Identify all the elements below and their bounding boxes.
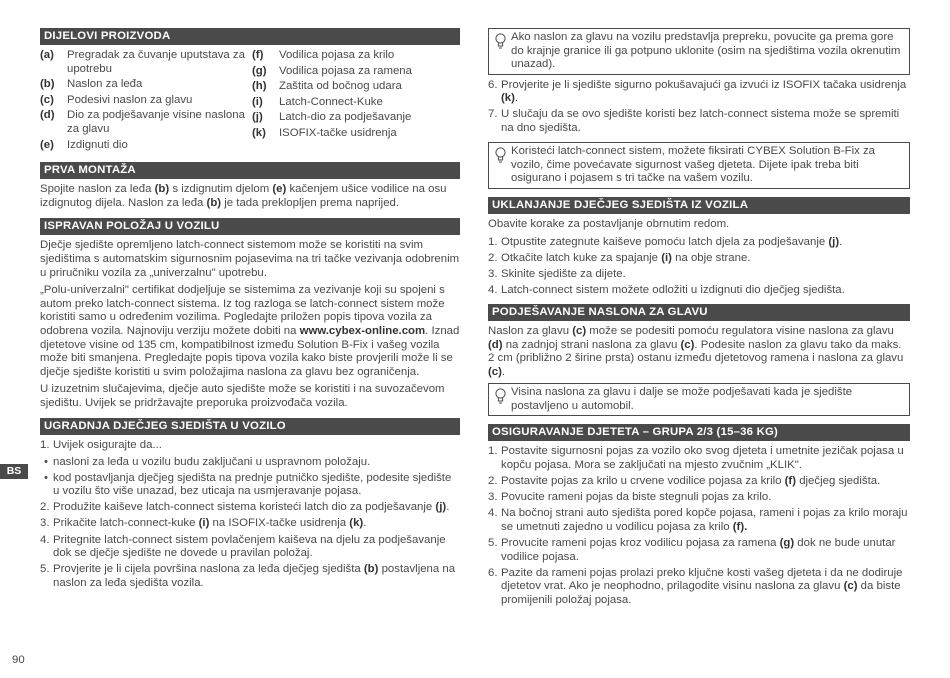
part-label: Dio za podješavanje visine naslona za glavu [67, 109, 245, 135]
list-item: 3. Skinite sjedište za dijete. [488, 267, 626, 280]
part-label: ISOFIX-tačke usidrenja [279, 126, 397, 139]
note-box-headrest-obstacle [488, 28, 910, 75]
parts-list-col-2 [252, 49, 460, 154]
part-key: (f) [252, 49, 264, 61]
part-key: (a) [40, 49, 54, 61]
language-tab: BS [0, 464, 28, 479]
list-item: 7. U slučaju da se ovo sjedište koristi bez latch-connect sistema može se spremiti na dno sjedišta. [488, 108, 900, 135]
list-item: 1. Postavite sigurnosni pojas za vozilo oko svog djeteta i umetnite jezičak pojasa u kopču pojasa. Mora se zaključati na mjesto zvučnim „KLIK". [488, 445, 904, 472]
part-key: (h) [252, 80, 267, 93]
parts-list [40, 49, 460, 154]
right-column [488, 28, 910, 610]
lightbulb-icon [495, 147, 506, 163]
part-item-e [40, 139, 252, 153]
part-key: (g) [252, 64, 267, 77]
part-key: (b) [40, 78, 55, 91]
section-heading-correct-position: ISPRAVAN POLOŽAJ U VOZILU [40, 218, 460, 235]
list-item: 6. Provjerite je li sjedište sigurno pokušavajući ga izvući iz ISOFIX tačaka usidrenja (k). [488, 78, 907, 105]
list-item: 2. Produžite kaiševe latch-connect sistema koristeći latch dio za podješavanje (j). [40, 501, 450, 514]
part-item-j [252, 111, 460, 125]
lightbulb-icon [495, 33, 506, 49]
headrest-text: Naslon za glavu (c) može se podesiti pomoću regulatora visine naslona za glavu (d) na zadnjoj strani naslona za glavu (c). Podesite naslon za glavu tako da maks. 2 cm (približno 2 širine prsta) ostanu između djetetovog ramena i naslona za glavu (c). [488, 324, 904, 378]
list-item: 5. Provucite rameni pojas kroz vodilicu pojasa za ramena (g) dok ne bude unutar vodilice pojasa. [488, 537, 896, 563]
installation-steps-continued [488, 79, 910, 136]
part-label: Vodilica pojasa za krilo [279, 49, 395, 61]
website-link: www.cybex-online.com [299, 324, 426, 337]
left-column [40, 28, 460, 593]
part-item-h [252, 80, 460, 94]
securing-steps [488, 445, 910, 607]
list-item: 4. Na bočnoj strani auto sjedišta pored kopče pojasa, rameni i pojas za krilo moraju se umetnuti zajedno u vodilicu pojasa za krilo (f). [488, 507, 908, 533]
part-item-g [252, 65, 460, 79]
list-item: 2. Postavite pojas za krilo u crvene vodilice pojasa za krilo (f) dječjeg sjedišta. [488, 475, 881, 488]
page-number: 90 [12, 654, 25, 666]
part-label: Latch-Connect-Kuke [279, 95, 383, 108]
note-box-latch-connect [488, 142, 910, 189]
part-label: Zaštita od bočnog udara [279, 80, 402, 93]
note-text: Visina naslona za glavu i dalje se može podješavati kada je sjedište postavljeno u automobil. [511, 386, 853, 412]
part-label: Latch-dio za podješavanje [279, 111, 412, 124]
list-item: • kod postavljanja dječjeg sjedišta na prednje putničko sjedište, podesite sjedište u vozilu što više unazad, bez uticaja na usmjeravanje pojasa. [44, 471, 452, 498]
installation-steps [40, 439, 460, 590]
part-item-k [252, 127, 460, 141]
list-item: 2. Otkačite latch kuke za spajanje (i) na obje strane. [488, 251, 751, 264]
section-heading-headrest: PODJEŠAVANJE NASLONA ZA GLAVU [488, 304, 910, 321]
part-key: (j) [252, 111, 263, 124]
note-box-headrest-height [488, 383, 910, 416]
part-label: Pregradak za čuvanje uputstava za upotrebu [67, 49, 245, 75]
part-item-a [40, 49, 252, 76]
section-heading-first-assembly: PRVA MONTAŽA [40, 162, 460, 179]
lightbulb-icon [495, 388, 506, 404]
correct-position-paragraph-3: U izuzetnim slučajevima, dječje auto sjedište može se koristiti i na suvozačevom sjedištu. Uvijek se pridržavajte preporuka proizvođača vozila. [40, 383, 445, 409]
list-item: 1. Uvijek osigurajte da... [40, 439, 162, 452]
list-item: 4. Pritegnite latch-connect sistem povlačenjem kaiševa na djelu za podješavanje dok se dječje sjedište ne dovede u pravilan položaj. [40, 533, 446, 560]
part-key: (k) [252, 126, 266, 139]
part-item-b [40, 78, 252, 92]
part-label: Izdignuti dio [67, 138, 128, 151]
correct-position-paragraph-2: „Polu-univerzalni" certifikat dodjeljuje se sistemima za vezivanje koji su spojeni s autom preko latch-connect sistema. Iz tog razloga se latch-connect sistem može koristiti samo u određenim vozilima. Pogledajte priložen popis tipova vozila za odobrena vozila. Najnoviju verziju možete dobiti na www.cybex-online.com. Iznad djetetove visine od 135 cm, kompatibilnost između Solution B-Fix i vašeg vozila može biti smanjena. Pregledajte popis tipova vozila kako biste provjerili može li se dječje sjedište koristiti u svim položajima naslona za glavu bez ograničenja. [40, 284, 460, 378]
part-key: (e) [40, 138, 54, 151]
list-item: 6. Pazite da rameni pojas prolazi preko ključne kosti vašeg djeteta i da ne dodiruje djetetov vrat. Ako je neophodno, prilagodite visinu naslona za glavu (c) da biste promijenili položaj pojasa. [488, 566, 903, 606]
part-item-d [40, 109, 252, 136]
removal-steps [488, 236, 910, 298]
list-item: 4. Latch-connect sistem možete odložiti u izdignuti dio dječjeg sjedišta. [488, 283, 845, 296]
first-assembly-text: Spojite naslon za leđa (b) s izdignutim djelom (e) kačenjem ušice vodilice na osu izdignutog dijela. Naslon za leđa (b) je tada preklopljen prema naprijed. [40, 183, 447, 209]
list-item: • nasloni za leđa u vozilu budu zaključani u uspravnom položaju. [44, 455, 371, 468]
part-key: (d) [40, 109, 55, 122]
part-label: Naslon za leđa [67, 78, 143, 91]
list-item: 5. Provjerite je li cijela površina naslona za leđa dječjeg sjedišta (b) postavljena na naslon za leđa sjedišta vozila. [40, 563, 456, 589]
part-key: (i) [252, 95, 263, 108]
part-label: Vodilica pojasa za ramena [279, 64, 412, 77]
section-heading-parts: DIJELOVI PROIZVODA [40, 28, 460, 45]
removal-intro: Obavite korake za postavljanje obrnutim redom. [488, 217, 730, 230]
part-item-f [252, 49, 460, 63]
section-heading-securing: OSIGURAVANJE DJETETA – GRUPA 2/3 (15–36 KG) [488, 424, 910, 441]
list-item: 3. Prikačite latch-connect-kuke (i) na ISOFIX-tačke usidrenja (k). [40, 517, 367, 530]
part-key: (c) [40, 93, 54, 106]
part-item-i [252, 96, 460, 110]
section-heading-installation: UGRADNJA DJEČJEG SJEDIŠTA U VOZILO [40, 418, 460, 435]
part-item-c [40, 94, 252, 108]
part-label: Podesivi naslon za glavu [67, 93, 193, 106]
section-heading-removal: UKLANJANJE DJEČJEG SJEDIŠTA IZ VOZILA [488, 197, 910, 214]
note-text: Ako naslon za glavu na vozilu predstavlja prepreku, povucite ga prema gore do krajnje granice ili ga potpuno uklonite (osim na sjedištima vozila okrenutim unazad). [511, 31, 901, 71]
list-item: 1. Otpustite zategnute kaiševe pomoću latch djela za podješavanje (j). [488, 235, 843, 248]
parts-list-col-1 [40, 49, 252, 154]
list-item: 3. Povucite rameni pojas da biste stegnuli pojas za krilo. [488, 491, 772, 504]
correct-position-paragraph-1: Dječje sjedište opremljeno latch-connect sistemom može se koristiti na svim sjedištima s automatskim sigurnosnim pojasevima na tri tačke vezivanja odobrenim u priručniku vozila za „univerzalnu" upotrebu. [40, 239, 460, 279]
note-text: Koristeći latch-connect sistem, možete fiksirati CYBEX Solution B-Fix za vozilo, čime povećavate sigurnost vašeg djeteta. Dijete ipak treba biti osigurano i pojasem s tri tačke na vašem vozilu. [511, 145, 875, 185]
